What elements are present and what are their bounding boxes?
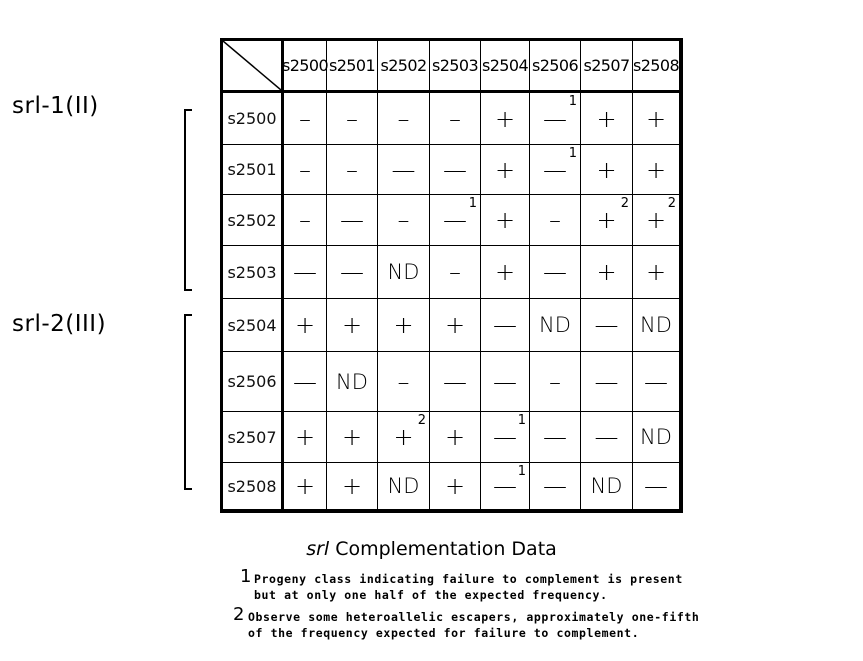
- cell-value: —: [543, 155, 567, 184]
- footnote-2: [248, 609, 699, 641]
- footnote-2-number: 2: [233, 604, 245, 625]
- cell-s2503-s2501: [327, 246, 378, 299]
- cell-value: –: [299, 104, 311, 133]
- cell-value: +: [596, 258, 617, 286]
- cell-s2502-s2508: [633, 195, 680, 246]
- cell-s2500-s2508: [633, 93, 680, 145]
- cell-value: —: [443, 155, 467, 184]
- cell-value: –: [449, 258, 461, 286]
- cell-s2501-s2508: [633, 145, 680, 195]
- cell-value: +: [596, 104, 617, 133]
- cell-value: –: [549, 206, 561, 234]
- cell-s2500-s2507: [581, 93, 633, 145]
- cell-value: +: [341, 423, 363, 451]
- cell-s2503-s2507: [581, 246, 633, 299]
- cell-value: +: [444, 423, 466, 451]
- cell-s2507-s2508: [633, 412, 680, 463]
- cell-s2506-s2503: [430, 352, 481, 412]
- diagonal-line-icon: [223, 41, 281, 90]
- cell-s2504-s2508: [633, 299, 680, 352]
- cell-value: +: [494, 155, 516, 184]
- footnote-1-line-2: but at only one half of the expected frequency.: [254, 588, 608, 602]
- cell-value: –: [346, 104, 358, 133]
- cell-value: +: [444, 311, 466, 339]
- cell-value: —: [594, 311, 619, 339]
- cell-value: —: [594, 367, 619, 396]
- column-header-s2503: s2503: [430, 41, 481, 93]
- cell-value: ND: [387, 474, 420, 498]
- cell-s2504-s2507: [581, 299, 633, 352]
- caption-rest: Complementation Data: [329, 538, 557, 560]
- cell-s2503-s2503: [430, 246, 481, 299]
- group-bracket-srl-2: [184, 314, 192, 490]
- row-header-s2502: s2502: [223, 195, 284, 246]
- cell-value: —: [543, 258, 567, 286]
- cell-s2501-s2504: [481, 145, 530, 195]
- cell-s2504-s2501: [327, 299, 378, 352]
- cell-value: —: [443, 367, 467, 396]
- cell-value: +: [596, 155, 617, 184]
- cell-s2508-s2503: [430, 463, 481, 510]
- row-header-s2501: s2501: [223, 145, 284, 195]
- cell-value: +: [294, 472, 316, 500]
- row-header-s2504: s2504: [223, 299, 284, 352]
- cell-value: –: [299, 206, 311, 234]
- cell-value: +: [645, 155, 667, 184]
- cell-s2502-s2506: [530, 195, 581, 246]
- cell-s2507-s2503: [430, 412, 481, 463]
- cell-value: ND: [539, 313, 571, 337]
- cell-s2507-s2502: [378, 412, 430, 463]
- cell-value: –: [299, 155, 311, 184]
- cell-value: ND: [590, 474, 623, 498]
- footnote-2-line-1: Observe some heteroallelic escapers, approximately one-fifth: [248, 610, 700, 624]
- footnote-1-line-1: Progeny class indicating failure to complement is present: [254, 572, 683, 586]
- cell-value: –: [397, 367, 410, 396]
- cell-s2500-s2502: [378, 93, 430, 145]
- cell-value: +: [645, 104, 667, 133]
- cell-s2506-s2501: [327, 352, 378, 412]
- group-bracket-srl-1: [184, 109, 192, 291]
- cell-s2506-s2508: [633, 352, 680, 412]
- cell-value: ND: [387, 260, 420, 284]
- cell-s2508-s2508: [633, 463, 680, 510]
- cell-value: —: [293, 258, 317, 286]
- cell-value: —: [543, 423, 567, 451]
- footnote-1-number: 1: [240, 566, 252, 587]
- cell-s2500-s2501: [327, 93, 378, 145]
- cell-s2507-s2501: [327, 412, 378, 463]
- cell-value: –: [449, 104, 461, 133]
- complementation-grid: [220, 38, 683, 513]
- cell-s2507-s2506: [530, 412, 581, 463]
- cell-s2502-s2501: [327, 195, 378, 246]
- cell-value: +: [645, 206, 667, 234]
- cell-s2507-s2507: [581, 412, 633, 463]
- cell-value: —: [493, 311, 517, 339]
- footnote-marker: 2: [417, 413, 426, 428]
- cell-s2506-s2506: [530, 352, 581, 412]
- cell-s2502-s2504: [481, 195, 530, 246]
- cell-value: +: [596, 206, 617, 234]
- cell-value: ND: [336, 369, 368, 394]
- cell-s2507-s2504: [481, 412, 530, 463]
- cell-value: —: [391, 155, 416, 184]
- footnote-marker: 1: [568, 94, 577, 109]
- column-header-s2504: s2504: [481, 41, 530, 93]
- figure-caption: [0, 538, 863, 560]
- cell-s2508-s2500: [284, 463, 327, 510]
- cell-value: –: [346, 155, 358, 184]
- cell-s2503-s2504: [481, 246, 530, 299]
- cell-value: —: [340, 258, 364, 286]
- cell-s2500-s2503: [430, 93, 481, 145]
- cell-s2508-s2506: [530, 463, 581, 510]
- cell-value: +: [341, 472, 363, 500]
- cell-value: ND: [640, 425, 672, 449]
- row-header-s2507: s2507: [223, 412, 284, 463]
- column-header-s2502: s2502: [378, 41, 430, 93]
- footnote-marker: 1: [468, 196, 477, 211]
- cell-value: —: [443, 206, 467, 234]
- cell-value: +: [494, 104, 516, 133]
- cell-value: —: [543, 104, 567, 133]
- footnote-marker: 1: [568, 146, 577, 161]
- cell-s2501-s2507: [581, 145, 633, 195]
- caption-italic: srl: [306, 538, 330, 560]
- cell-s2506-s2502: [378, 352, 430, 412]
- row-header-s2508: s2508: [223, 463, 284, 510]
- cell-value: —: [493, 472, 517, 500]
- cell-s2501-s2500: [284, 145, 327, 195]
- footnote-marker: 1: [517, 413, 526, 428]
- cell-s2500-s2506: [530, 93, 581, 145]
- footnote-marker: 2: [620, 196, 629, 211]
- footnote-marker: 2: [667, 196, 676, 211]
- cell-s2504-s2502: [378, 299, 430, 352]
- cell-s2501-s2503: [430, 145, 481, 195]
- column-header-s2501: s2501: [327, 41, 378, 93]
- cell-s2502-s2502: [378, 195, 430, 246]
- cell-value: ND: [640, 313, 672, 337]
- cell-s2503-s2502: [378, 246, 430, 299]
- cell-s2503-s2500: [284, 246, 327, 299]
- cell-s2500-s2504: [481, 93, 530, 145]
- column-header-s2508: s2508: [633, 41, 680, 93]
- cell-s2503-s2508: [633, 246, 680, 299]
- cell-value: –: [397, 206, 410, 234]
- cell-value: +: [494, 206, 516, 234]
- cell-value: —: [644, 472, 668, 500]
- cell-s2500-s2500: [284, 93, 327, 145]
- cell-s2503-s2506: [530, 246, 581, 299]
- cell-value: –: [549, 367, 561, 396]
- cell-value: +: [494, 258, 516, 286]
- footnote-2-line-2: of the frequency expected for failure to complement.: [248, 626, 640, 640]
- row-header-s2500: s2500: [223, 93, 284, 145]
- cell-s2502-s2507: [581, 195, 633, 246]
- cell-s2501-s2502: [378, 145, 430, 195]
- group-label-srl-2: srl-2(III): [12, 311, 107, 337]
- cell-s2507-s2500: [284, 412, 327, 463]
- cell-s2504-s2506: [530, 299, 581, 352]
- row-header-s2506: s2506: [223, 352, 284, 412]
- cell-value: +: [341, 311, 363, 339]
- column-header-s2507: s2507: [581, 41, 633, 93]
- cell-value: +: [393, 423, 414, 451]
- group-label-srl-1: srl-1(II): [12, 93, 99, 119]
- cell-s2504-s2504: [481, 299, 530, 352]
- corner-cell: [223, 41, 284, 93]
- cell-value: —: [493, 423, 517, 451]
- cell-s2508-s2507: [581, 463, 633, 510]
- cell-s2508-s2502: [378, 463, 430, 510]
- column-header-s2500: s2500: [284, 41, 327, 93]
- cell-s2504-s2503: [430, 299, 481, 352]
- cell-s2504-s2500: [284, 299, 327, 352]
- cell-value: +: [393, 311, 414, 339]
- cell-value: +: [294, 311, 316, 339]
- row-header-s2503: s2503: [223, 246, 284, 299]
- column-header-s2506: s2506: [530, 41, 581, 93]
- cell-s2501-s2501: [327, 145, 378, 195]
- cell-s2508-s2504: [481, 463, 530, 510]
- cell-s2506-s2504: [481, 352, 530, 412]
- cell-value: +: [645, 258, 667, 286]
- cell-value: —: [594, 423, 619, 451]
- cell-s2501-s2506: [530, 145, 581, 195]
- cell-value: —: [644, 367, 668, 396]
- cell-s2502-s2503: [430, 195, 481, 246]
- cell-s2506-s2507: [581, 352, 633, 412]
- cell-value: –: [397, 104, 410, 133]
- cell-value: +: [444, 472, 466, 500]
- cell-value: —: [493, 367, 517, 396]
- footnote-marker: 1: [517, 464, 526, 479]
- cell-s2508-s2501: [327, 463, 378, 510]
- footnote-1: [254, 571, 683, 603]
- cell-value: —: [293, 367, 317, 396]
- cell-value: —: [543, 472, 567, 500]
- cell-s2502-s2500: [284, 195, 327, 246]
- cell-value: —: [340, 206, 364, 234]
- cell-s2506-s2500: [284, 352, 327, 412]
- cell-value: +: [294, 423, 316, 451]
